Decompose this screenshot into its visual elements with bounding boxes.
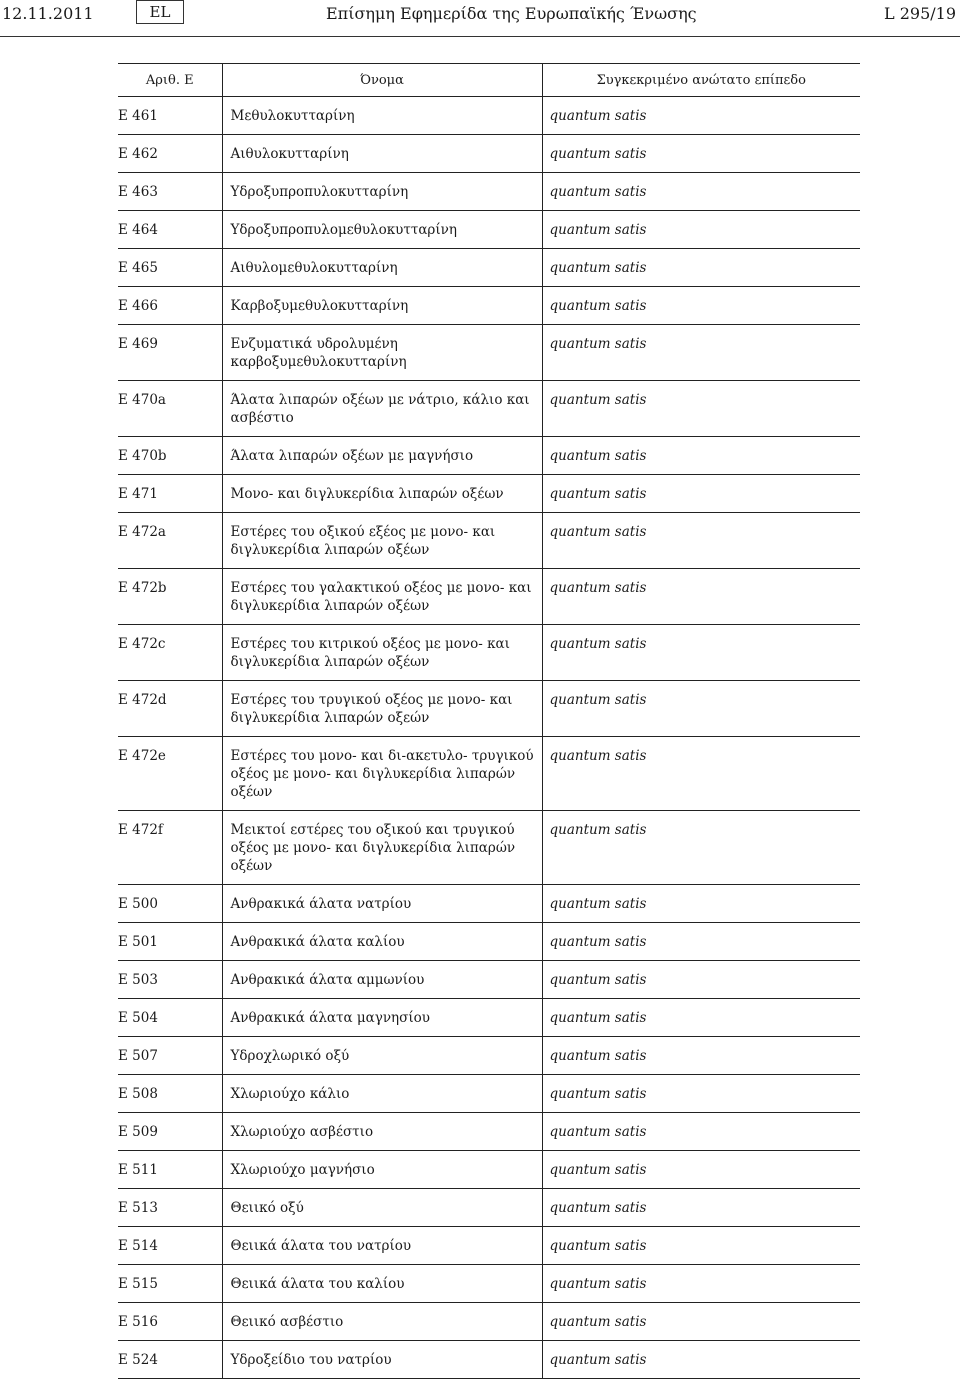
additive-name-cell: Θειικά άλατα του νατρίου	[222, 1227, 542, 1265]
max-level-cell: quantum satis	[542, 437, 860, 475]
max-level-cell: quantum satis	[542, 135, 860, 173]
table-row	[118, 97, 860, 135]
table-row	[118, 961, 860, 999]
table-row	[118, 1227, 860, 1265]
max-level-cell: quantum satis	[542, 1265, 860, 1303]
column-header-max-level: Συγκεκριμένο ανώτατο επίπεδο	[542, 64, 860, 97]
e-number-cell: E 471	[118, 475, 222, 513]
e-number-cell: E 524	[118, 1341, 222, 1379]
additive-name-cell: Θειικά άλατα του καλίου	[222, 1265, 542, 1303]
additive-name-cell: Χλωριούχο ασβέστιο	[222, 1113, 542, 1151]
max-level-cell: quantum satis	[542, 1075, 860, 1113]
max-level-cell: quantum satis	[542, 885, 860, 923]
max-level-cell: quantum satis	[542, 97, 860, 135]
max-level-cell: quantum satis	[542, 1341, 860, 1379]
additive-name-cell: Ενζυματικά υδρολυμένη καρβοξυμεθυλοκυτταρίνη	[222, 325, 542, 381]
max-level-cell: quantum satis	[542, 513, 860, 569]
e-number-cell: E 503	[118, 961, 222, 999]
e-number-cell: E 464	[118, 211, 222, 249]
e-number-cell: E 469	[118, 325, 222, 381]
max-level-cell: quantum satis	[542, 475, 860, 513]
max-level-cell: quantum satis	[542, 173, 860, 211]
max-level-cell: quantum satis	[542, 811, 860, 885]
table-row	[118, 173, 860, 211]
e-number-cell: E 472e	[118, 737, 222, 811]
additive-name-cell: Εστέρες του μονο- και δι-ακετυλο- τρυγικού οξέος με μονο- και διγλυκερίδια λιπαρών οξέων	[222, 737, 542, 811]
table-body	[118, 97, 860, 1379]
max-level-cell: quantum satis	[542, 325, 860, 381]
table-row	[118, 211, 860, 249]
additive-name-cell: Ανθρακικά άλατα μαγνησίου	[222, 999, 542, 1037]
additive-name-cell: Άλατα λιπαρών οξέων με νάτριο, κάλιο και ασβέστιο	[222, 381, 542, 437]
e-number-cell: E 461	[118, 97, 222, 135]
table-row	[118, 513, 860, 569]
max-level-cell: quantum satis	[542, 625, 860, 681]
table-row	[118, 923, 860, 961]
e-number-cell: E 501	[118, 923, 222, 961]
e-number-cell: E 472a	[118, 513, 222, 569]
table-row	[118, 475, 860, 513]
additive-name-cell: Καρβοξυμεθυλοκυτταρίνη	[222, 287, 542, 325]
table-row	[118, 569, 860, 625]
table-row	[118, 681, 860, 737]
max-level-cell: quantum satis	[542, 1113, 860, 1151]
e-number-cell: E 472d	[118, 681, 222, 737]
table-row	[118, 1341, 860, 1379]
e-number-cell: E 465	[118, 249, 222, 287]
max-level-cell: quantum satis	[542, 1227, 860, 1265]
additive-name-cell: Ανθρακικά άλατα καλίου	[222, 923, 542, 961]
language-badge: EL	[136, 0, 184, 24]
header-divider	[0, 36, 960, 37]
e-number-cell: E 470a	[118, 381, 222, 437]
e-number-cell: E 513	[118, 1189, 222, 1227]
max-level-cell: quantum satis	[542, 381, 860, 437]
additive-name-cell: Μεθυλοκυτταρίνη	[222, 97, 542, 135]
table-row	[118, 249, 860, 287]
additive-name-cell: Εστέρες του γαλακτικού οξέος με μονο- και διγλυκερίδια λιπαρών οξέων	[222, 569, 542, 625]
table-row	[118, 811, 860, 885]
table-row	[118, 437, 860, 475]
e-number-cell: E 507	[118, 1037, 222, 1075]
table-row	[118, 1113, 860, 1151]
e-number-cell: E 509	[118, 1113, 222, 1151]
additives-table	[118, 63, 860, 1379]
e-number-cell: E 466	[118, 287, 222, 325]
additive-name-cell: Μεικτοί εστέρες του οξικού και τρυγικού οξέος με μονο- και διγλυκερίδια λιπαρών οξέων	[222, 811, 542, 885]
max-level-cell: quantum satis	[542, 249, 860, 287]
table-row	[118, 625, 860, 681]
e-number-cell: E 472c	[118, 625, 222, 681]
table-row	[118, 1037, 860, 1075]
table-row	[118, 737, 860, 811]
max-level-cell: quantum satis	[542, 569, 860, 625]
additive-name-cell: Εστέρες του οξικού εξέος με μονο- και διγλυκερίδια λιπαρών οξέων	[222, 513, 542, 569]
table-row	[118, 1151, 860, 1189]
table-row	[118, 1265, 860, 1303]
publication-date: 12.11.2011	[2, 4, 94, 23]
additive-name-cell: Υδροξυπροπυλομεθυλοκυτταρίνη	[222, 211, 542, 249]
e-number-cell: E 511	[118, 1151, 222, 1189]
e-number-cell: E 472b	[118, 569, 222, 625]
e-number-cell: E 516	[118, 1303, 222, 1341]
e-number-cell: E 504	[118, 999, 222, 1037]
table-row	[118, 135, 860, 173]
column-header-e-number: Αριθ. Ε	[118, 64, 222, 97]
e-number-cell: E 500	[118, 885, 222, 923]
additive-name-cell: Ανθρακικά άλατα νατρίου	[222, 885, 542, 923]
additive-name-cell: Θειικό οξύ	[222, 1189, 542, 1227]
column-header-name: Όνομα	[222, 64, 542, 97]
max-level-cell: quantum satis	[542, 1037, 860, 1075]
additive-name-cell: Υδροξείδιο του νατρίου	[222, 1341, 542, 1379]
table-row	[118, 1075, 860, 1113]
e-number-cell: E 470b	[118, 437, 222, 475]
additive-name-cell: Εστέρες του τρυγικού οξέος με μονο- και διγλυκερίδια λιπαρών οξεών	[222, 681, 542, 737]
additive-name-cell: Χλωριούχο μαγνήσιο	[222, 1151, 542, 1189]
max-level-cell: quantum satis	[542, 961, 860, 999]
additive-name-cell: Αιθυλομεθυλοκυτταρίνη	[222, 249, 542, 287]
page-reference: L 295/19	[884, 4, 956, 23]
additive-name-cell: Άλατα λιπαρών οξέων με μαγνήσιο	[222, 437, 542, 475]
e-number-cell: E 463	[118, 173, 222, 211]
additive-name-cell: Εστέρες του κιτρικού οξέος με μονο- και διγλυκερίδια λιπαρών οξέων	[222, 625, 542, 681]
max-level-cell: quantum satis	[542, 999, 860, 1037]
additive-name-cell: Αιθυλοκυτταρίνη	[222, 135, 542, 173]
max-level-cell: quantum satis	[542, 1303, 860, 1341]
table-row	[118, 381, 860, 437]
max-level-cell: quantum satis	[542, 1151, 860, 1189]
max-level-cell: quantum satis	[542, 681, 860, 737]
table-row	[118, 999, 860, 1037]
max-level-cell: quantum satis	[542, 923, 860, 961]
e-number-cell: E 462	[118, 135, 222, 173]
additive-name-cell: Υδροξυπροπυλοκυτταρίνη	[222, 173, 542, 211]
table-row	[118, 1189, 860, 1227]
additive-name-cell: Μονο- και διγλυκερίδια λιπαρών οξέων	[222, 475, 542, 513]
table-row	[118, 287, 860, 325]
max-level-cell: quantum satis	[542, 287, 860, 325]
e-number-cell: E 514	[118, 1227, 222, 1265]
additive-name-cell: Χλωριούχο κάλιο	[222, 1075, 542, 1113]
e-number-cell: E 508	[118, 1075, 222, 1113]
table-row	[118, 1303, 860, 1341]
table-header-row	[118, 64, 860, 97]
max-level-cell: quantum satis	[542, 211, 860, 249]
additive-name-cell: Ανθρακικά άλατα αμμωνίου	[222, 961, 542, 999]
page-header	[0, 0, 960, 40]
max-level-cell: quantum satis	[542, 737, 860, 811]
additive-name-cell: Υδροχλωρικό οξύ	[222, 1037, 542, 1075]
journal-title: Επίσημη Εφημερίδα της Ευρωπαϊκής Ένωσης	[326, 4, 697, 23]
additive-name-cell: Θειικό ασβέστιο	[222, 1303, 542, 1341]
e-number-cell: E 472f	[118, 811, 222, 885]
max-level-cell: quantum satis	[542, 1189, 860, 1227]
e-number-cell: E 515	[118, 1265, 222, 1303]
table-row	[118, 325, 860, 381]
table-row	[118, 885, 860, 923]
